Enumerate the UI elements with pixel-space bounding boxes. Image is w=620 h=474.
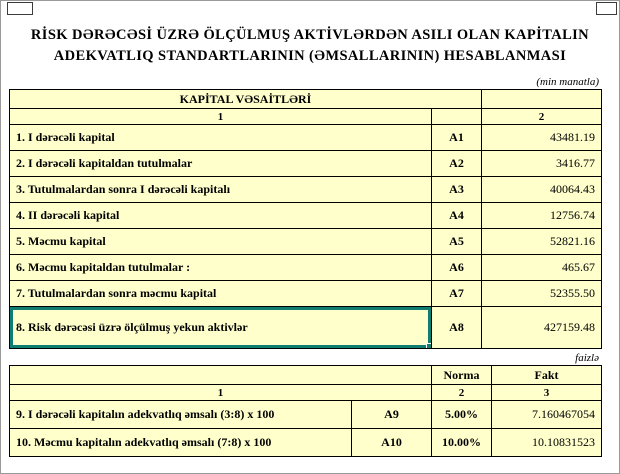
row-code-cell[interactable]: A2 [432,151,482,177]
table-header-row [10,90,602,109]
row-code-cell[interactable]: A8 [432,307,482,349]
edge-cell-top-left [7,2,33,15]
row-code-cell[interactable]: A9 [352,401,432,429]
ratio-table [9,365,602,457]
table-row [10,429,602,457]
empty-cell[interactable] [10,366,432,385]
row-label-cell[interactable]: 6. Məcmu kapitaldan tutulmalar : [10,255,432,281]
row-code-cell[interactable]: A10 [352,429,432,457]
capital-table-header-cell[interactable]: KAPİTAL VƏSAİTLƏRİ [10,90,482,109]
row-code-cell[interactable]: A7 [432,281,482,307]
row-label-cell[interactable]: 5. Məcmu kapital [10,229,432,255]
unit-note-faizle: faizlə [575,352,599,364]
selected-cell[interactable]: 8. Risk dərəcəsi üzrə ölçülmuş yekun aktivlər [10,307,432,349]
row-value-cell[interactable]: 43481.19 [482,125,602,151]
document-title [1,1,619,67]
row-value-cell[interactable]: 427159.48 [482,307,602,349]
table-row [10,203,602,229]
col-number-2[interactable]: 2 [432,385,492,401]
col-number-1[interactable]: 1 [10,109,432,125]
row-norma-cell[interactable]: 10.00% [432,429,492,457]
row-value-cell[interactable]: 52355.50 [482,281,602,307]
row-value-cell[interactable]: 40064.43 [482,177,602,203]
table-row [10,151,602,177]
capital-table [9,89,602,349]
col-number-1[interactable]: 1 [10,385,432,401]
row-norma-cell[interactable]: 5.00% [432,401,492,429]
edge-cell-top-right [596,2,617,15]
table-row-selected [10,307,602,349]
table-row [10,281,602,307]
col-number-2[interactable]: 2 [482,109,602,125]
row-code-cell[interactable]: A5 [432,229,482,255]
column-number-row [10,385,602,401]
row-label-cell[interactable]: 9. I dərəcəli kapitalın adekvatlıq əmsalı (3:8) x 100 [10,401,352,429]
column-number-row [10,109,602,125]
col-number-3[interactable]: 3 [492,385,602,401]
norma-header-cell[interactable]: Norma [432,366,492,385]
row-label-cell[interactable]: 2. I dərəcəli kapitaldan tutulmalar [10,151,432,177]
row-value-cell[interactable]: 52821.16 [482,229,602,255]
row-value-cell[interactable]: 3416.77 [482,151,602,177]
empty-cell[interactable] [432,109,482,125]
table-row [10,401,602,429]
row-label-cell[interactable]: 3. Tutulmalardan sonra I dərəcəli kapitalı [10,177,432,203]
row-code-cell[interactable]: A1 [432,125,482,151]
row-fakt-cell[interactable]: 10.10831523 [492,429,602,457]
document-title-line2: ADEKVATLIQ STANDARTLARININ (ƏMSALLARININ) HESABLANMASI [53,48,567,64]
unit-note-min-manatla: (min manatla) [536,76,599,88]
row-label-cell[interactable]: 1. I dərəcəli kapital [10,125,432,151]
document-title-line1: RİSK DƏRƏCƏSİ ÜZRƏ ÖLÇÜLMUŞ AKTİVLƏRDƏN ASILI OLAN KAPİTALIN [30,27,590,43]
row-value-cell[interactable]: 465.67 [482,255,602,281]
row-code-cell[interactable]: A3 [432,177,482,203]
empty-cell[interactable] [482,90,602,109]
table-row [10,125,602,151]
row-value-cell[interactable]: 12756.74 [482,203,602,229]
table-row [10,229,602,255]
row-code-cell[interactable]: A4 [432,203,482,229]
ratio-header-row [10,366,602,385]
table-row [10,177,602,203]
row-label-cell[interactable]: 7. Tutulmalardan sonra məcmu kapital [10,281,432,307]
fakt-header-cell[interactable]: Fakt [492,366,602,385]
row-label-cell[interactable]: 10. Məcmu kapitalın adekvatlıq əmsalı (7:8) x 100 [10,429,352,457]
row-fakt-cell[interactable]: 7.160467054 [492,401,602,429]
table-row [10,255,602,281]
row-code-cell[interactable]: A6 [432,255,482,281]
row-label-cell[interactable]: 4. II dərəcəli kapital [10,203,432,229]
